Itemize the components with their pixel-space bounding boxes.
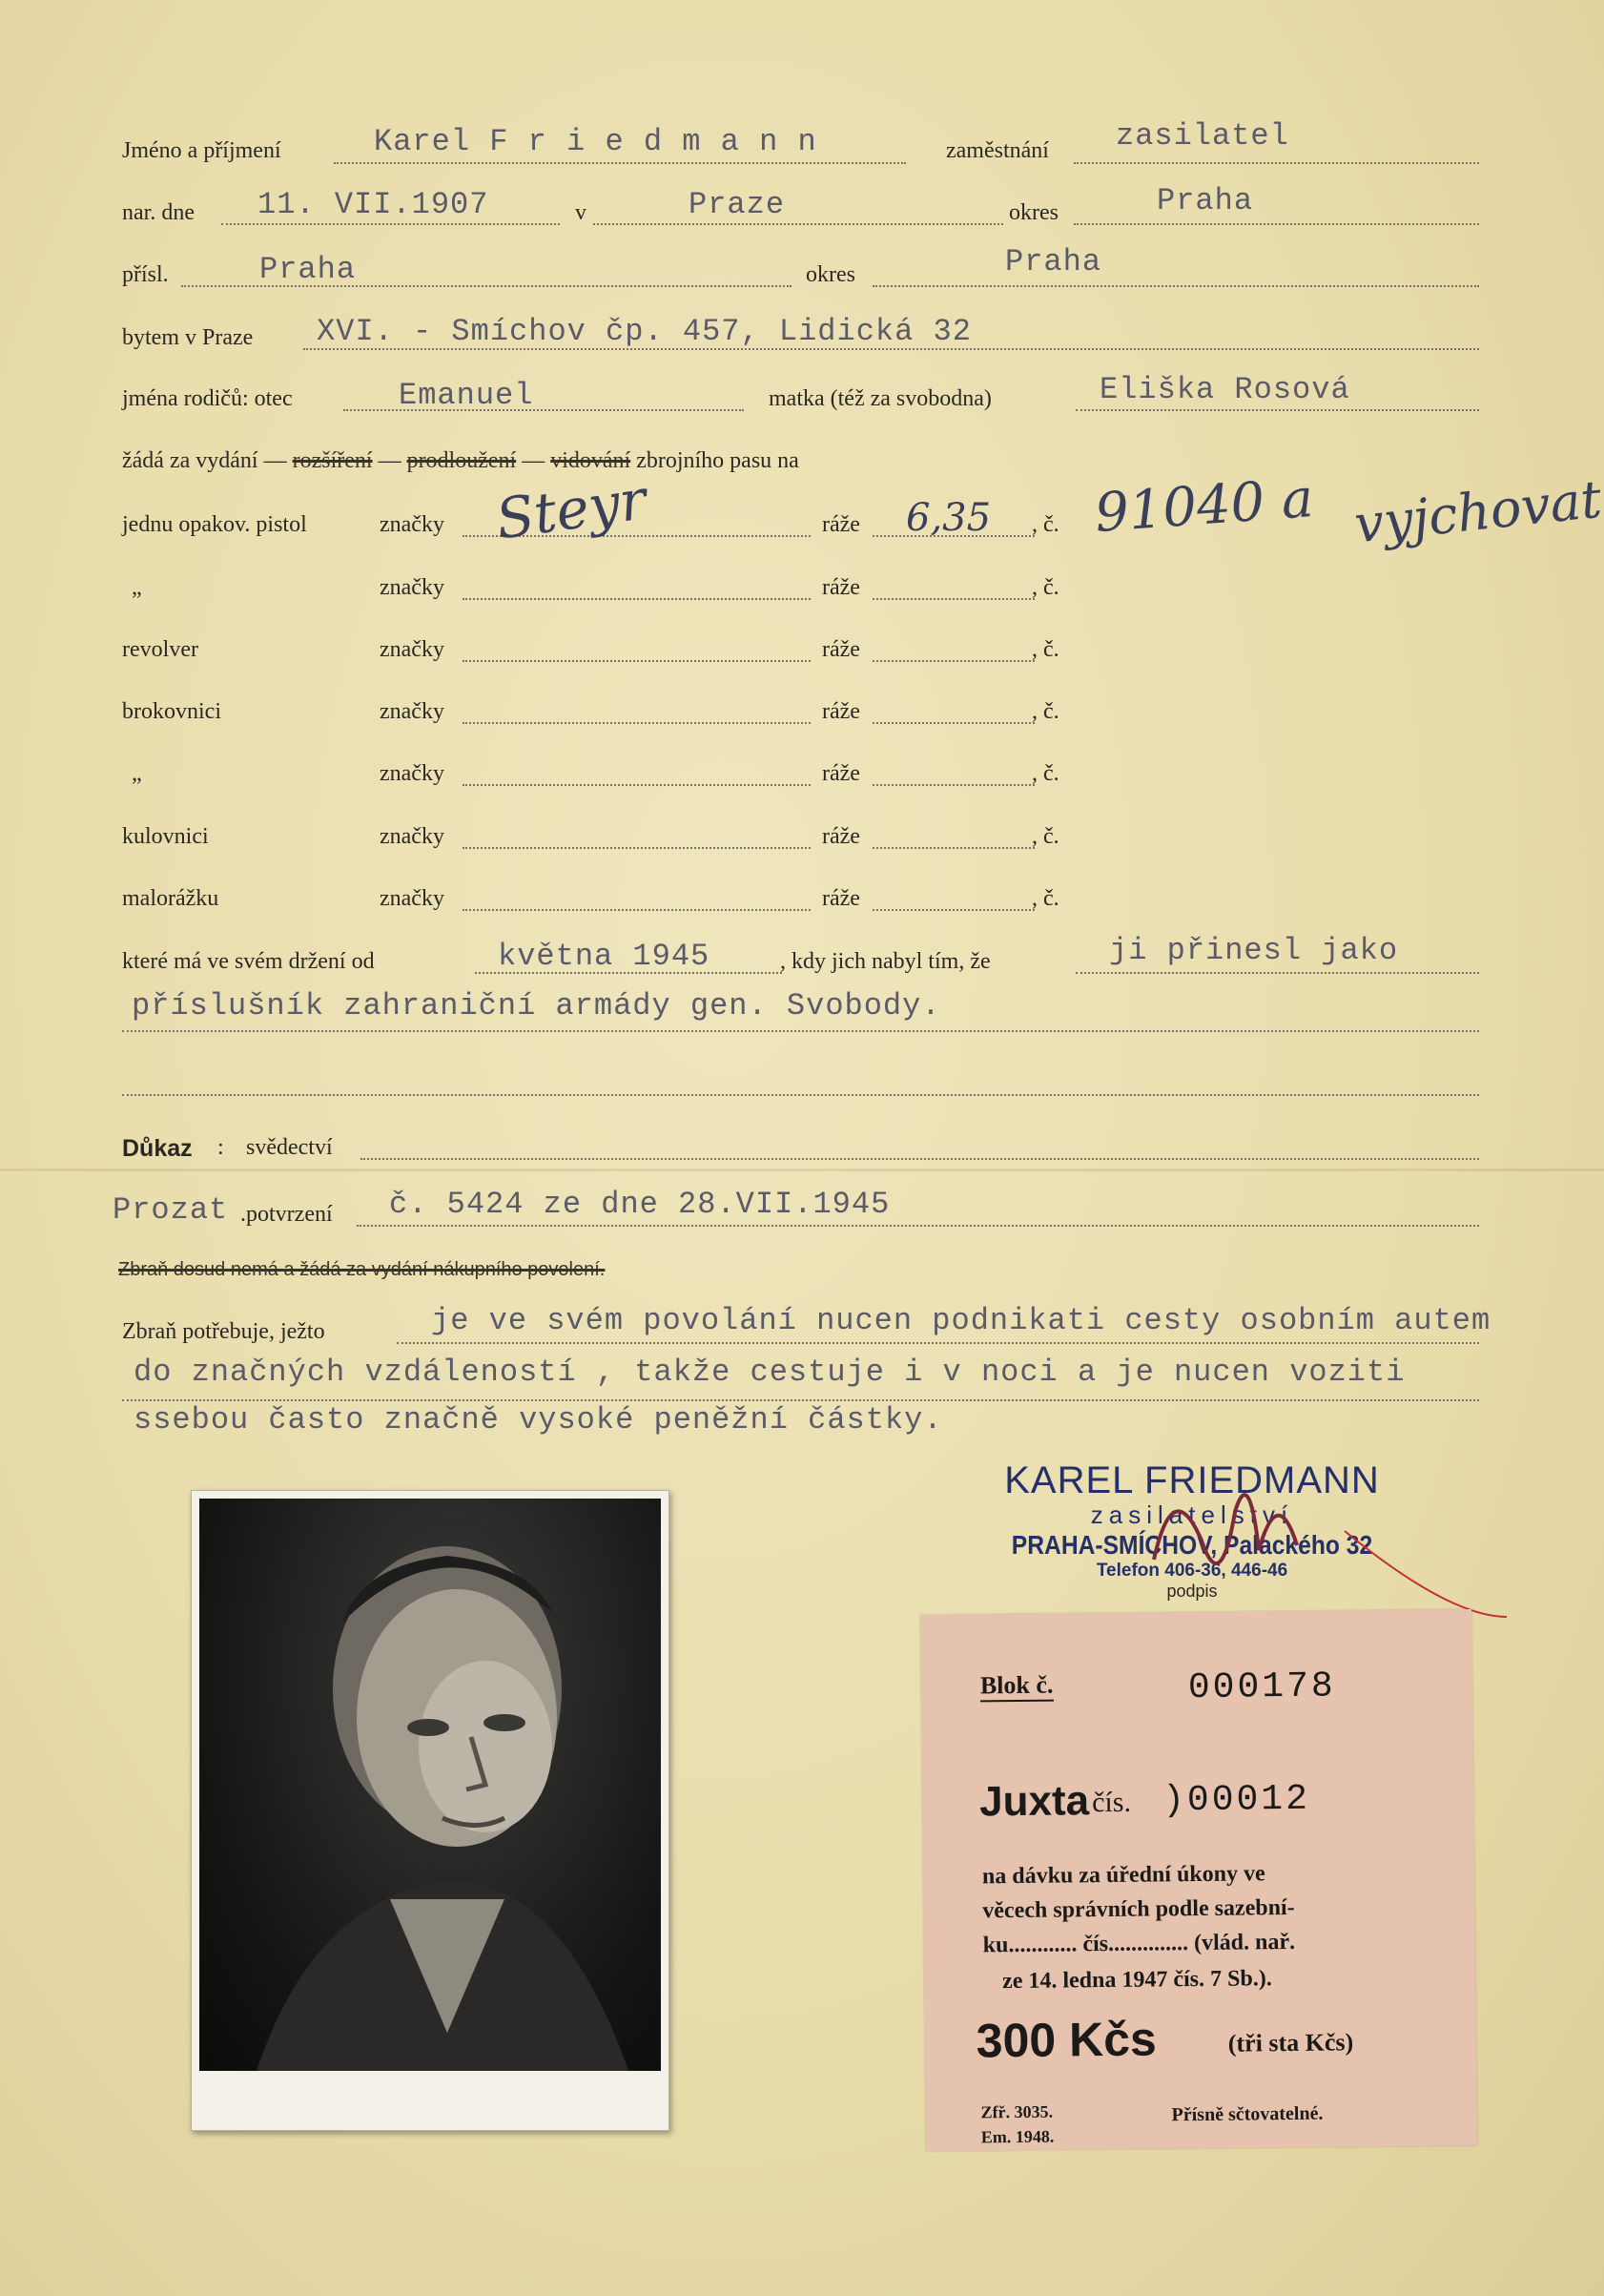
dots — [873, 847, 1035, 849]
dots — [463, 909, 811, 911]
name-dots — [334, 162, 906, 164]
born-dots — [221, 223, 560, 225]
weapon-number-label: , č. — [1032, 699, 1059, 724]
father-value: Emanuel — [399, 378, 534, 413]
ticket-amount-words: (tři sta Kčs) — [1227, 2028, 1354, 2058]
weapon-brand-label: značky — [380, 512, 444, 537]
blok-number: 000178 — [1187, 1665, 1336, 1709]
place-dots — [593, 223, 1003, 225]
dots — [360, 1158, 1479, 1160]
confirmation-value: č. 5424 ze dne 28.VII.1945 — [389, 1187, 891, 1222]
name-label: Jméno a příjmení — [122, 138, 281, 163]
weapon-brand-label: značky — [380, 575, 444, 600]
name-value: Karel F r i e d m a n n — [374, 124, 817, 159]
signature-scribble — [1030, 1455, 1526, 1626]
request-opt-extension: rozšíření — [292, 448, 373, 473]
district-label: okres — [1009, 200, 1059, 225]
dots — [463, 847, 811, 849]
need-line-2: do značných vzdáleností , takže cestuje i v noci a je nucen voziti — [134, 1355, 1406, 1390]
request-dash: — — [522, 448, 545, 473]
dots — [463, 784, 811, 786]
dots — [463, 722, 811, 724]
ticket-text-3: ku............ čís.............. (vlád. nař. — [982, 1929, 1296, 1958]
mother-dots — [1076, 409, 1479, 411]
occupation-dots — [1074, 162, 1479, 164]
mother-label: matka (též za svobodna) — [769, 386, 992, 411]
district2-value: Praha — [1005, 244, 1102, 279]
weapon-type: kulovnici — [122, 824, 209, 849]
ticket-em: Em. 1948. — [980, 2126, 1055, 2147]
stamp-company-name: KAREL FRIEDMANN — [1004, 1459, 1380, 1501]
weapon-caliber-label: ráže — [822, 637, 860, 662]
weapon-type: jednu opakov. pistol — [122, 512, 307, 537]
occupation-value: zasilatel — [1116, 118, 1289, 154]
possession-since: května 1945 — [498, 939, 710, 974]
dots — [122, 1094, 1479, 1096]
witness-label: svědectví — [246, 1135, 333, 1160]
ticket-strict-note: Přísně sčtovatelné. — [1171, 2102, 1324, 2126]
weapon-brand-label: značky — [380, 699, 444, 724]
pistol-brand-handwritten: Steyr — [492, 466, 650, 552]
dots — [463, 598, 811, 600]
cis-number: )00012 — [1162, 1778, 1311, 1822]
need-line-3: ssebou často značně vysoké peněžní částky. — [134, 1402, 943, 1438]
request-suffix: zbrojního pasu na — [636, 448, 799, 473]
dots — [463, 660, 811, 662]
dots — [873, 598, 1035, 600]
residence-label: bytem v Praze — [122, 325, 254, 350]
acquired-value-2: příslušník zahraniční armády gen. Svobody. — [132, 988, 941, 1024]
request-opt-prolongation: prodloužení — [406, 448, 517, 473]
ticket-amount: 300 Kčs — [976, 2012, 1158, 2068]
dots — [357, 1225, 1479, 1227]
struck-line: Zbraň dosud nemá a žádá za vydání nákupního povolení. — [118, 1259, 606, 1280]
weapon-number-label: , č. — [1032, 575, 1059, 600]
portrait-drawing — [199, 1499, 661, 2071]
ticket-zfr: Zfř. 3035. — [980, 2101, 1054, 2122]
stamp-address: PRAHA-SMÍCHOV, Palackého 32 — [1011, 1530, 1373, 1560]
pistol-number-handwritten: 91040 a — [1093, 467, 1316, 545]
request-opt-visa: vidování — [550, 448, 631, 473]
weapon-type: „ — [132, 761, 142, 786]
weapon-type: malorážku — [122, 886, 219, 911]
dots — [873, 909, 1035, 911]
weapon-caliber-label: ráže — [822, 699, 860, 724]
district2-label: okres — [806, 262, 855, 287]
portrait-image — [199, 1499, 661, 2071]
confirmation-label: .potvrzení — [240, 1202, 333, 1227]
born-value: 11. VII.1907 — [257, 187, 489, 222]
weapon-brand-label: značky — [380, 637, 444, 662]
weapon-caliber-label: ráže — [822, 575, 860, 600]
district2-dots — [873, 285, 1479, 287]
dots — [397, 1342, 1479, 1344]
parents-label: jména rodičů: otec — [122, 386, 293, 411]
acquired-value-1: ji přinesl jako — [1109, 933, 1399, 968]
weapon-caliber-label: ráže — [822, 512, 860, 537]
prozat-value: Prozat — [113, 1192, 229, 1228]
weapon-number-label: , č. — [1032, 761, 1059, 786]
juxta-brand: Juxta — [978, 1777, 1090, 1826]
citizenship-value: Praha — [259, 252, 357, 287]
possession-label: které má ve svém držení od — [122, 949, 375, 974]
need-label: Zbraň potřebuje, ježto — [122, 1319, 325, 1344]
weapon-type: „ — [132, 575, 142, 600]
residence-value: XVI. - Smíchov čp. 457, Lidická 32 — [317, 314, 972, 349]
weapon-brand-label: značky — [380, 886, 444, 911]
weapon-number-label: , č. — [1032, 512, 1059, 537]
portrait-photo — [191, 1490, 669, 2131]
dots — [873, 784, 1035, 786]
weapon-caliber-label: ráže — [822, 824, 860, 849]
ticket-text-4: ze 14. ledna 1947 čís. 7 Sb.). — [1001, 1966, 1272, 1995]
stamp-business-type: zasilatelství — [1090, 1500, 1294, 1529]
ticket-text-1: na dávku za úřední úkony ve — [981, 1861, 1265, 1890]
weapon-caliber-label: ráže — [822, 761, 860, 786]
fold-line — [0, 1169, 1604, 1171]
acquired-label: , kdy jich nabyl tím, že — [780, 949, 991, 974]
pistol-note-handwritten: vyjchovat — [1351, 468, 1604, 555]
fee-stamp-ticket — [920, 1609, 1477, 2151]
dots — [873, 722, 1035, 724]
pistol-caliber-handwritten: 6,35 — [906, 496, 992, 540]
request-line — [122, 448, 799, 474]
stamp-signature-label: podpis — [1166, 1582, 1218, 1601]
dots — [873, 660, 1035, 662]
request-prefix: žádá za vydání — — [122, 448, 287, 473]
district-dots — [1074, 223, 1479, 225]
proof-colon: : — [217, 1135, 224, 1160]
born-label: nar. dne — [122, 200, 195, 225]
need-line-1: je ve svém povolání nucen podnikati cesty osobním autem — [431, 1303, 1491, 1338]
dots — [122, 1030, 1479, 1032]
weapon-number-label: , č. — [1032, 637, 1059, 662]
ticket-text-2: věcech správních podle sazební- — [982, 1894, 1295, 1924]
dots — [122, 1450, 1076, 1452]
weapon-type: revolver — [122, 637, 198, 662]
cis-label: čís. — [1091, 1786, 1132, 1819]
stamp-phone: Telefon 406-36, 446-46 — [1096, 1561, 1288, 1581]
place-label: v — [575, 200, 586, 225]
request-dash: — — [378, 448, 401, 473]
dots — [1076, 972, 1479, 974]
dots — [122, 1399, 1479, 1401]
weapon-number-label: , č. — [1032, 886, 1059, 911]
weapon-number-label: , č. — [1032, 824, 1059, 849]
proof-label: Důkaz — [122, 1135, 193, 1162]
weapon-brand-label: značky — [380, 824, 444, 849]
weapon-type: brokovnici — [122, 699, 221, 724]
place-value: Praze — [689, 187, 786, 222]
occupation-label: zaměstnání — [946, 138, 1049, 163]
weapon-caliber-label: ráže — [822, 886, 860, 911]
blok-label: Blok č. — [980, 1671, 1054, 1703]
mother-value: Eliška Rosová — [1100, 372, 1350, 407]
citizenship-label: přísl. — [122, 262, 169, 287]
district-value: Praha — [1157, 183, 1254, 218]
weapon-brand-label: značky — [380, 761, 444, 786]
